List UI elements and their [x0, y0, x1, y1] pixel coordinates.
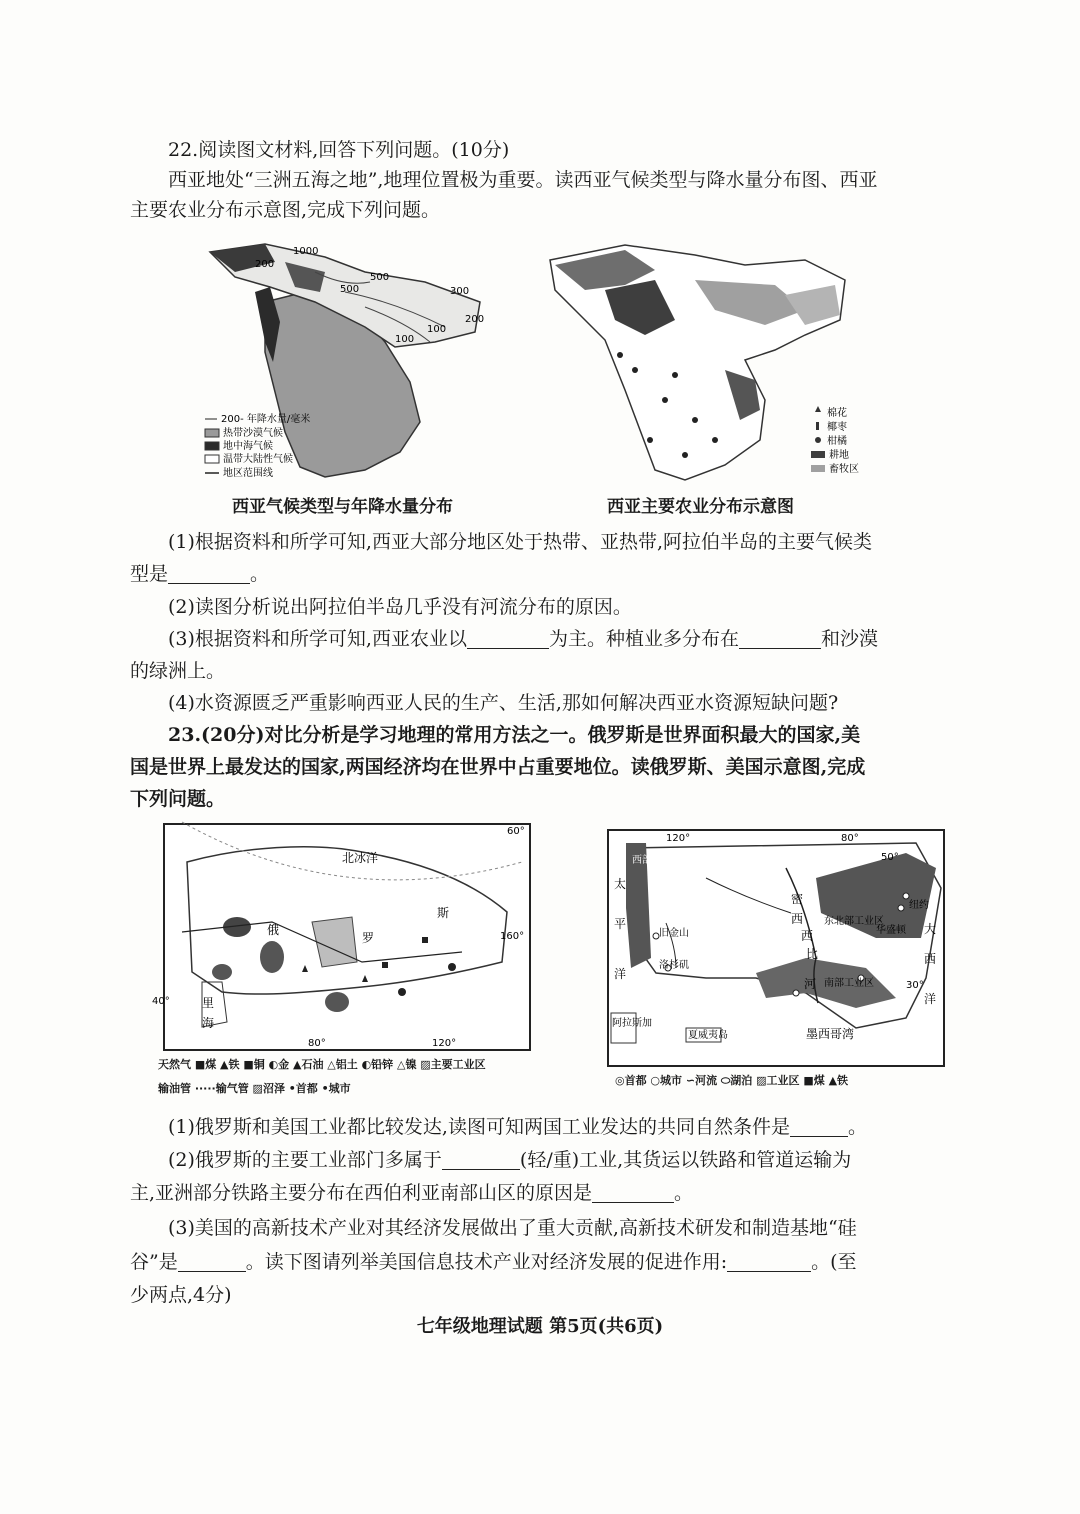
west-asia-agriculture-map	[545, 240, 875, 490]
q23-s3-line3: 少两点,4分)	[130, 1284, 232, 1306]
q22-s1-line1: (1)根据资料和所学可知,西亚大部分地区处于热带、亚热带,阿拉伯半岛的主要气候类	[168, 531, 872, 553]
svg-text:160°: 160°	[500, 931, 525, 942]
answer-blank[interactable]	[442, 1147, 520, 1170]
answer-blank[interactable]	[739, 626, 821, 649]
svg-text:西: 西	[924, 952, 937, 966]
answer-blank[interactable]	[790, 1114, 848, 1137]
svg-text:旧金山: 旧金山	[659, 928, 689, 939]
answer-blank[interactable]	[592, 1180, 674, 1203]
svg-text:东北部工业区: 东北部工业区	[824, 916, 884, 927]
svg-text:热带沙漠气候: 热带沙漠气候	[223, 428, 283, 439]
svg-text:60°: 60°	[507, 826, 525, 837]
svg-text:50°: 50°	[881, 852, 899, 863]
svg-text:畜牧区: 畜牧区	[829, 464, 859, 475]
svg-text:棉花: 棉花	[827, 408, 847, 419]
svg-text:南部工业区: 南部工业区	[824, 978, 874, 989]
isohyet-label: 100	[395, 334, 415, 345]
q23-s3-line2: 谷”是 。读下图请列举美国信息技术产业对经济发展的促进作用: 。(至	[130, 1251, 857, 1273]
svg-text:夏威夷岛: 夏威夷岛	[688, 1030, 728, 1041]
svg-text:平: 平	[614, 917, 627, 931]
svg-text:120°: 120°	[432, 1038, 457, 1049]
isohyet-label: 100	[427, 324, 447, 335]
answer-blank[interactable]	[727, 1249, 811, 1272]
q23-intro-line3: 下列问题。	[130, 788, 226, 810]
isohyet-label: 500	[340, 284, 360, 295]
svg-text:西: 西	[801, 929, 814, 943]
svg-text:椰枣: 椰枣	[827, 422, 847, 433]
svg-text:纽约: 纽约	[909, 900, 929, 911]
svg-text:地中海气候: 地中海气候	[223, 441, 273, 452]
q22-s2: (2)读图分析说出阿拉伯半岛几乎没有河流分布的原因。	[168, 596, 632, 618]
svg-text:地区范围线: 地区范围线	[223, 468, 273, 479]
q22-s3-line1: (3)根据资料和所学可知,西亚农业以 为主。种植业多分布在 和沙漠	[168, 628, 878, 650]
svg-text:斯: 斯	[437, 906, 450, 920]
svg-text:柑橘: 柑橘	[827, 436, 847, 447]
russia-legend-row1: 天然气 ■煤 ▲铁 ■铜 ◐金 ▲石油 △铝土 ◐铅锌 △镍 ▨主要工业区	[158, 1058, 486, 1071]
svg-text:40°: 40°	[152, 996, 170, 1007]
map1-caption: 西亚气候类型与年降水量分布	[232, 497, 453, 517]
usa-map	[606, 828, 946, 1068]
svg-text:罗: 罗	[362, 931, 375, 945]
svg-text:太: 太	[614, 877, 627, 891]
svg-text:华盛顿: 华盛顿	[876, 925, 906, 936]
q22-title: 22.阅读图文材料,回答下列问题。(10分)	[168, 139, 510, 161]
svg-text:耕地: 耕地	[829, 450, 849, 461]
q22-s4: (4)水资源匮乏严重影响西亚人民的生产、生活,那如何解决西亚水资源短缺问题?	[168, 692, 839, 714]
svg-text:洋: 洋	[614, 967, 627, 981]
isohyet-label: 200	[255, 259, 275, 270]
svg-text:里: 里	[202, 996, 215, 1010]
q22-intro-line1: 西亚地处“三洲五海之地”,地理位置极为重要。读西亚气候类型与降水量分布图、西亚	[168, 169, 878, 191]
svg-text:西部工业区: 西部工业区	[632, 855, 682, 866]
svg-text:200- 年降水量/毫米: 200- 年降水量/毫米	[221, 414, 311, 425]
answer-blank[interactable]	[467, 626, 549, 649]
svg-text:洛杉矶: 洛杉矶	[659, 960, 689, 971]
svg-text:80°: 80°	[308, 1038, 326, 1049]
q23-s1: (1)俄罗斯和美国工业都比较发达,读图可知两国工业发达的共同自然条件是 。	[168, 1116, 867, 1138]
svg-text:西: 西	[791, 912, 804, 926]
svg-text:密: 密	[791, 892, 804, 906]
q22-intro-line2: 主要农业分布示意图,完成下列问题。	[130, 199, 441, 221]
q22-s3-line2: 的绿洲上。	[130, 660, 226, 682]
svg-text:120°: 120°	[666, 833, 691, 844]
svg-text:河: 河	[804, 977, 817, 991]
usa-legend: ◎首都 ○城市 ∽河流 ⬭湖泊 ▨工业区 ■煤 ▲铁	[615, 1074, 849, 1087]
svg-text:大: 大	[924, 922, 937, 936]
svg-text:墨西哥湾: 墨西哥湾	[806, 1027, 855, 1041]
answer-blank[interactable]	[178, 1249, 246, 1272]
svg-text:北冰洋: 北冰洋	[342, 851, 379, 865]
west-asia-climate-map	[195, 232, 495, 492]
svg-text:洋: 洋	[924, 992, 937, 1006]
q23-s3-line1: (3)美国的高新技术产业对其经济发展做出了重大贡献,高新技术研发和制造基地“硅	[168, 1217, 857, 1239]
q23-s2-line1: (2)俄罗斯的主要工业部门多属于 (轻/重)工业,其货运以铁路和管道运输为	[168, 1149, 852, 1171]
svg-text:阿拉斯加: 阿拉斯加	[612, 1018, 652, 1029]
q23-intro-line2: 国是世界上最发达的国家,两国经济均在世界中占重要地位。读俄罗斯、美国示意图,完成	[130, 756, 866, 778]
isohyet-label: 1000	[293, 246, 319, 257]
isohyet-label: 500	[370, 272, 390, 283]
svg-text:30°: 30°	[906, 980, 924, 991]
svg-text:温带大陆性气候: 温带大陆性气候	[223, 454, 293, 465]
isohyet-label: 300	[450, 286, 470, 297]
q23-s2-line2: 主,亚洲部分铁路主要分布在西伯利亚南部山区的原因是 。	[130, 1182, 694, 1204]
svg-text:80°: 80°	[841, 833, 859, 844]
q23-intro-line1: 23.(20分)对比分析是学习地理的常用方法之一。俄罗斯是世界面积最大的国家,美	[168, 724, 861, 746]
answer-blank[interactable]	[168, 561, 250, 584]
map2-caption: 西亚主要农业分布示意图	[607, 497, 794, 517]
svg-text:俄: 俄	[267, 923, 280, 937]
russia-legend-row2: 输油管 ·····输气管 ▨沼泽 •首都 •城市	[158, 1082, 351, 1095]
q22-s1-line2: 型是 。	[130, 563, 270, 585]
isohyet-label: 200	[465, 314, 485, 325]
svg-text:海: 海	[202, 1016, 215, 1030]
russia-map	[152, 822, 532, 1052]
svg-text:比: 比	[806, 947, 819, 961]
page-footer: 七年级地理试题 第5页(共6页)	[416, 1316, 664, 1337]
